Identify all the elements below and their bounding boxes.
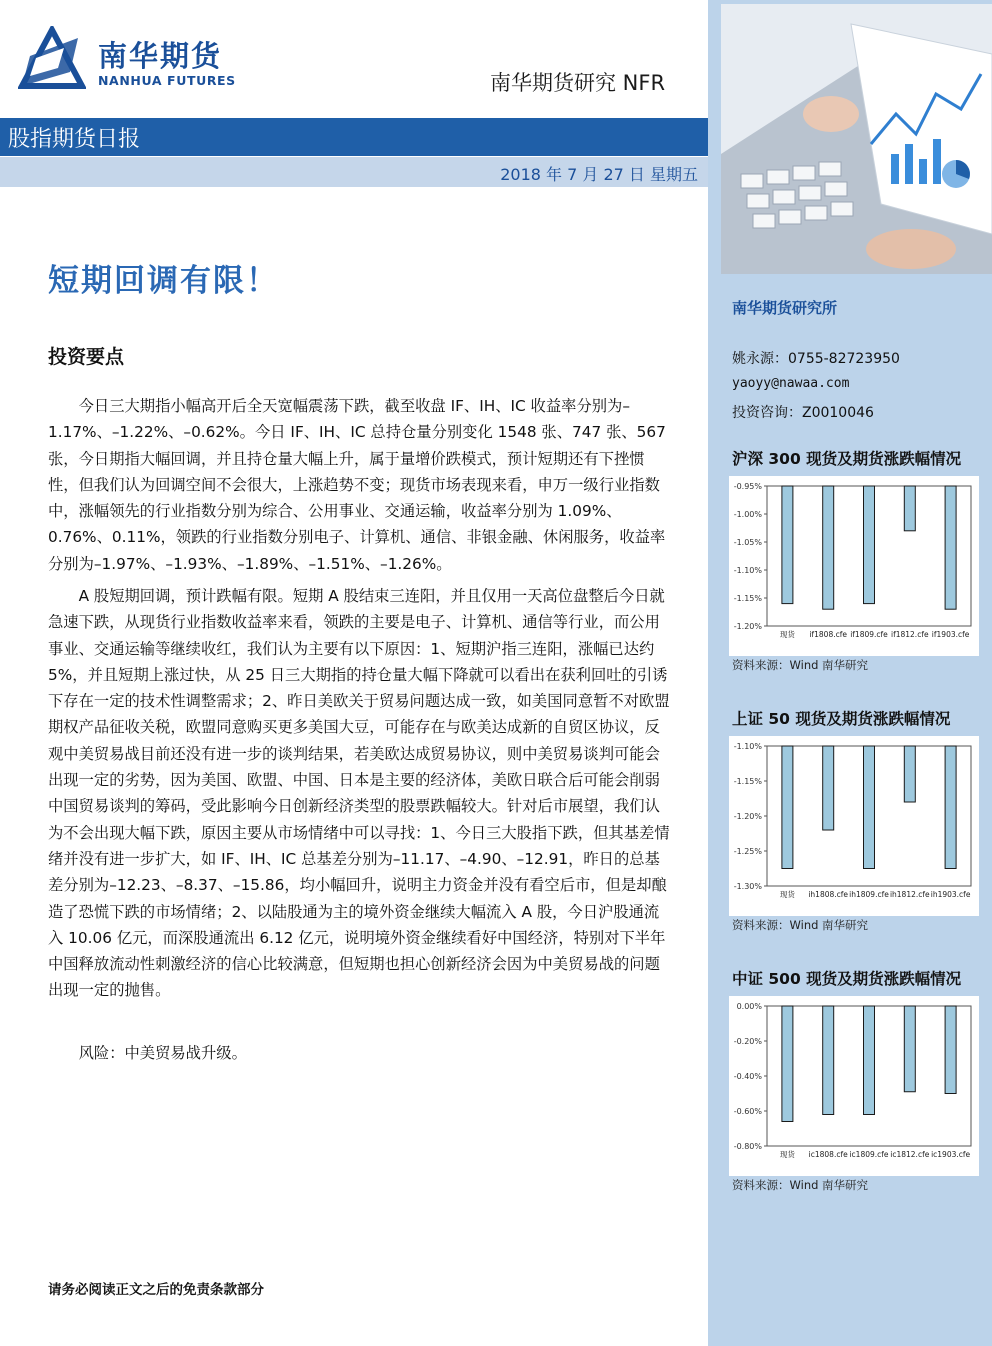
- y-tick-label: -0.60%: [733, 1107, 762, 1116]
- contact-license: 投资咨询：Z0010046: [732, 405, 874, 421]
- y-tick-label: -1.10%: [733, 566, 762, 575]
- x-tick-label: 现货: [779, 630, 795, 639]
- bar: [823, 746, 834, 830]
- bar: [823, 1006, 834, 1115]
- y-tick-label: -1.30%: [733, 882, 762, 891]
- paragraph-1: [48, 393, 670, 577]
- bar: [945, 486, 956, 609]
- y-tick-label: -1.25%: [733, 847, 762, 856]
- report-type-title: 股指期货日报: [8, 127, 141, 152]
- chart-2-svg: [729, 736, 979, 916]
- date-band: [0, 157, 708, 187]
- bar: [864, 486, 875, 604]
- paragraph-3: [48, 1040, 670, 1066]
- paragraph-2-text: A 股短期回调，预计跌幅有限。短期 A 股结束三连阳，并且仅用一天高位盘整后今日就急速下跌，从现货行业指数收益率来看，领跌的主要是电子、计算机、通信等行业，而公用事业、交通运输等继续收红，我们认为主要有以下原因：1、短期沪指三连阳，涨幅已达约 5%，并且短期上涨过快，从 25 日三大期指的持仓量大幅下降就可以看出在获利回吐的引诱下存在一定的技术性调整需求；2、昨日美欧关于贸易问题达成一致，如美国同意暂不对欧盟期权产品征收关税，欧盟同意购买更多美国大豆，可能存在与欧美达成新的自贸区协议，反观中美贸易战目前还没有进一步的谈判结果，若美欧达成贸易协议，则中美贸易谈判可能会出现一定的劣势，因为美国、欧盟、中国、日本是主要的经济体，美欧日联合后可能会削弱中国贸易谈判的筹码，受此影响今日创新经济类型的股票跌幅较大。针对后市展望，我们认为不会出现大幅下跌，原因主要从市场情绪中可以寻找：1、今日三大股指下跌，但其基差情绪并没有进一步扩大，如 IF、IH、IC 总基差分别为–11.17、–4.90、–12.91，昨日的总基差分别为–12.23、–8.37、–15.86，均小幅回升，说明主力资金并没有看空后市，但是却酿造了恐慌下跌的市场情绪；2、以陆股通为主的境外资金继续大幅流入 A 股，今日沪股通流入 10.06 亿元，而深股通流出 6.12 亿元，说明境外资金继续看好中国经济，特别对下半年中国释放流动性刺激经济的信心比较满意，但短期也担心创新经济会因为中美贸易战的问题出现一定的抛售。: [48, 587, 670, 1000]
- bar: [782, 746, 793, 869]
- y-tick-label: -0.80%: [733, 1142, 762, 1151]
- x-tick-label: if1812.cfe: [891, 630, 929, 639]
- x-tick-label: ih1903.cfe: [930, 890, 971, 899]
- x-tick-label: ic1809.cfe: [849, 1150, 889, 1159]
- paragraph-2: [48, 583, 670, 1004]
- y-tick-label: -1.05%: [733, 538, 762, 547]
- disclaimer-footer: 请务必阅读正文之后的免责条款部分: [48, 1282, 264, 1298]
- y-tick-label: -1.00%: [733, 510, 762, 519]
- bar: [945, 746, 956, 869]
- header-photo: [721, 4, 992, 274]
- section-heading: 投资要点: [48, 346, 125, 368]
- x-tick-label: ih1809.cfe: [849, 890, 889, 899]
- bar: [904, 486, 915, 531]
- bar: [945, 1006, 956, 1094]
- y-tick-label: -1.10%: [733, 742, 762, 751]
- contact-email: yaoyy@nawaa.com: [732, 376, 850, 391]
- y-tick-label: -0.20%: [733, 1037, 762, 1046]
- report-date: 2018 年 7 月 27 日 星期五: [500, 165, 698, 184]
- chart-3: [729, 996, 979, 1176]
- x-tick-label: if1808.cfe: [809, 630, 847, 639]
- chart-1: [729, 476, 979, 656]
- bar: [864, 1006, 875, 1115]
- x-tick-label: ih1808.cfe: [808, 890, 849, 899]
- x-tick-label: if1809.cfe: [850, 630, 888, 639]
- bar: [782, 1006, 793, 1122]
- chart-2-source: 资料来源：Wind 南华研究: [732, 918, 869, 932]
- report-type-banner: [0, 118, 708, 156]
- x-tick-label: 现货: [779, 1150, 795, 1159]
- nanhua-logo-icon: [18, 26, 86, 90]
- x-tick-label: ic1903.cfe: [931, 1150, 971, 1159]
- logo-english-name: NANHUA FUTURES: [98, 73, 236, 88]
- bar: [782, 486, 793, 604]
- chart-3-svg: [729, 996, 979, 1176]
- paragraph-1-text: 今日三大期指小幅高开后全天宽幅震荡下跌，截至收盘 IF、IH、IC 收益率分别为–1.17%、–1.22%、–0.62%。今日 IF、IH、IC 总持仓量分别变化 1548 张、747 张、567 张，今日期指大幅回调，并且持仓量大幅上升，属于量增价跌模式，预计短期还有下挫惯性，但我们认为回调空间不会很大，上涨趋势不变；现货市场表现来看，申万一级行业指数中，涨幅领先的行业指数分别为综合、公用事业、交通运输，收益率分别为 1.09%、0.76%、0.11%，领跌的行业指数分别电子、计算机、通信、非银金融、休闲服务，收益率分别为–1.97%、–1.93%、–1.89%、–1.51%、–1.26%。: [48, 397, 666, 573]
- chart-2: [729, 736, 979, 916]
- institute-name: 南华期货研究所: [732, 299, 838, 317]
- chart-1-source: 资料来源：Wind 南华研究: [732, 658, 869, 672]
- chart-3-source: 资料来源：Wind 南华研究: [732, 1178, 869, 1192]
- contact-name-phone: 姚永源：0755-82723950: [732, 351, 900, 367]
- risk-note: 风险：中美贸易战升级。: [78, 1044, 247, 1062]
- y-tick-label: -1.20%: [733, 812, 762, 821]
- brand-right-label: 南华期货研究 NFR: [490, 71, 666, 95]
- bar: [904, 1006, 915, 1092]
- logo-chinese-name: 南华期货: [98, 39, 223, 73]
- y-tick-label: -1.15%: [733, 777, 762, 786]
- y-tick-label: -0.40%: [733, 1072, 762, 1081]
- y-tick-label: -1.20%: [733, 622, 762, 631]
- bar: [823, 486, 834, 609]
- y-tick-label: -0.95%: [733, 482, 762, 491]
- bar: [904, 746, 915, 802]
- article-title: 短期回调有限！: [48, 263, 279, 299]
- x-tick-label: 现货: [779, 890, 795, 899]
- bar: [864, 746, 875, 869]
- chart-1-title: 沪深 300 现货及期货涨跌幅情况: [732, 450, 962, 468]
- chart-1-svg: [729, 476, 979, 656]
- y-tick-label: -1.15%: [733, 594, 762, 603]
- x-tick-label: ic1808.cfe: [808, 1150, 848, 1159]
- x-tick-label: if1903.cfe: [931, 630, 970, 639]
- chart-2-title: 上证 50 现货及期货涨跌幅情况: [732, 710, 951, 728]
- chart-3-title: 中证 500 现货及期货涨跌幅情况: [732, 970, 962, 988]
- x-tick-label: ic1812.cfe: [890, 1150, 930, 1159]
- x-tick-label: ih1812.cfe: [889, 890, 930, 899]
- y-tick-label: 0.00%: [736, 1002, 762, 1011]
